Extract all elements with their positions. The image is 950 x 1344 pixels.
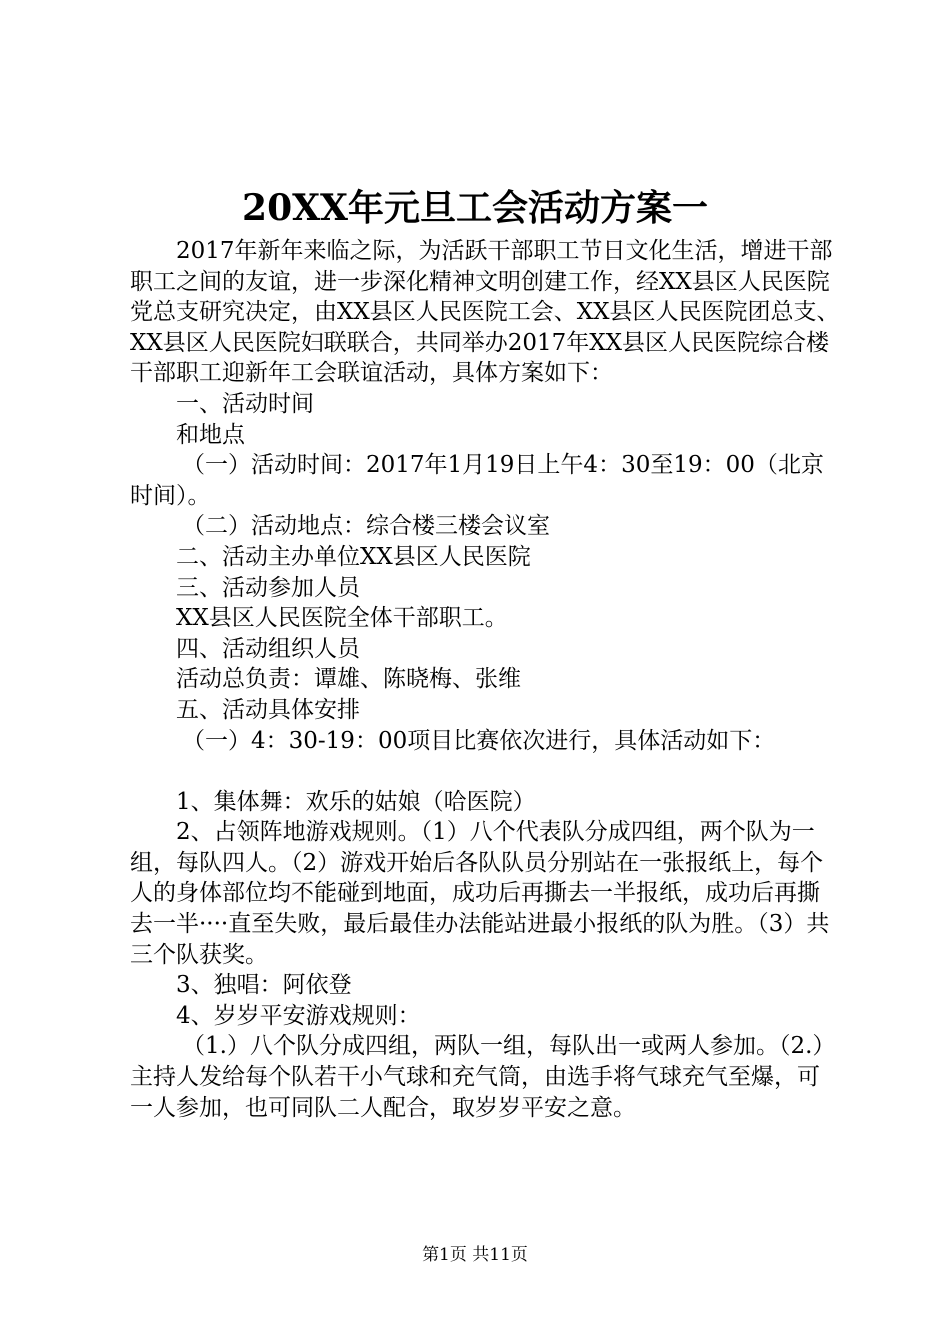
activity-time-paragraph: （一）活动时间：2017年1月19日上午4：30至19：00（北京时间）。 — [130, 452, 824, 509]
activity-location-paragraph: （二）活动地点：综合楼三楼会议室 — [182, 513, 550, 540]
page-footer: 第1页 共11页 — [422, 1245, 528, 1265]
section-heading-4: 四、活动组织人员 — [176, 635, 360, 662]
section-heading-1: 一、活动时间 — [176, 390, 314, 417]
organizers-paragraph: 活动总负责：谭雄、陈晓梅、张维 — [176, 666, 521, 693]
schedule-paragraph: （一）4：30-19：00项目比赛依次进行，具体活动如下： — [182, 727, 776, 754]
section-heading-1-cont: 和地点 — [176, 421, 245, 448]
list-item-dance: 1、集体舞：欢乐的姑娘（哈医院） — [176, 788, 536, 815]
document-body — [130, 236, 842, 1123]
intro-paragraph: 2017年新年来临之际，为活跃干部职工节日文化生活，增进干部职工之间的友谊，进一步深化精神文明创建工作，经XX县区人民医院党总支研究决定，由XX县区人民医院工会、XX县区人民医院团总支、XX县区人民医院妇联联合，共同举办2017年XX县区人民医院综合楼干部职工迎新年工会联谊活动，具体方案如下： — [130, 238, 840, 387]
blank-line — [130, 756, 842, 787]
list-item-solo: 3、独唱：阿依登 — [176, 972, 352, 999]
section-heading-2: 二、活动主办单位XX县区人民医院 — [176, 543, 531, 570]
balloon-game-rules: （1.）八个队分成四组，两队一组，每队出一或两人参加。（2.）主持人发给每个队若干小气球和充气筒，由选手将气球充气至爆，可一人参加，也可同队二人配合，取岁岁平安之意。 — [130, 1033, 836, 1121]
section-heading-3: 三、活动参加人员 — [176, 574, 360, 601]
document-title: 20XX年元旦工会活动方案一 — [242, 187, 708, 229]
participants-paragraph: XX县区人民医院全体干部职工。 — [176, 605, 508, 632]
list-item-balloon-game: 4、岁岁平安游戏规则： — [176, 1002, 421, 1029]
list-item-territory-game: 2、占领阵地游戏规则。（1）八个代表队分成四组，两个队为一组，每队四人。（2）游戏开始后各队队员分别站在一张报纸上，每个人的身体部位均不能碰到地面，成功后再撕去一半报纸，成功后再撕去一半····直至失败，最后最佳办法能站进最小报纸的队为胜。（3）共三个队获奖。 — [130, 819, 830, 968]
section-heading-5: 五、活动具体安排 — [176, 696, 360, 723]
